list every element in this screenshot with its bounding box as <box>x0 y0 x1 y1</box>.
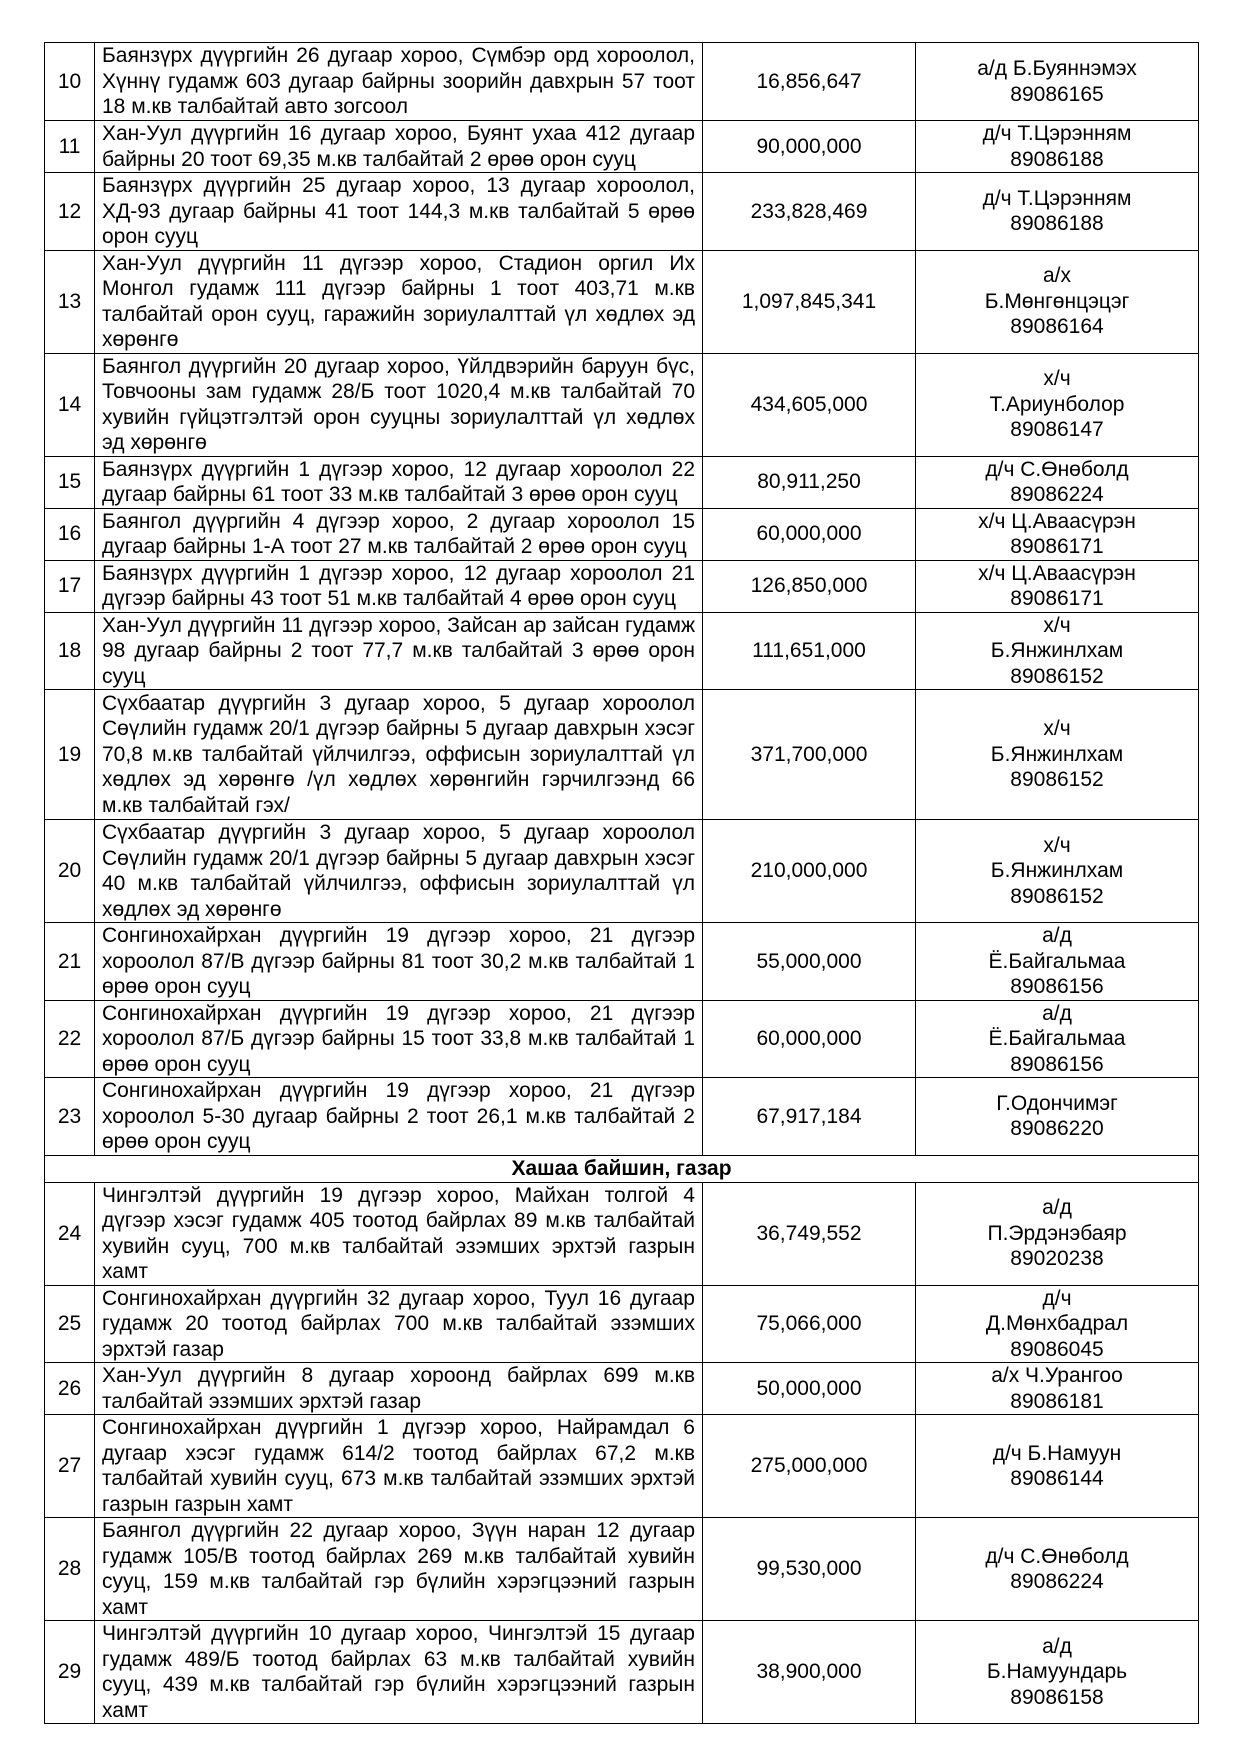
property-rows-land <box>45 1182 1199 1724</box>
contact-info: а/д Ё.Байгальмаа 89086156 <box>916 1000 1199 1078</box>
property-price: 233,828,469 <box>703 173 916 251</box>
contact-info: д/ч Т.Цэрэнням 89086188 <box>916 173 1199 251</box>
property-price: 38,900,000 <box>703 1621 916 1724</box>
property-price: 126,850,000 <box>703 560 916 612</box>
contact-info: а/д П.Эрдэнэбаяр 89020238 <box>916 1182 1199 1285</box>
property-price: 434,605,000 <box>703 353 916 456</box>
property-description: Сүхбаатар дүүргийн 3 дугаар хороо, 5 дугаар хороолол Сөүлийн гудамж 20/1 дүгээр байрны 5 дугаар давхрын хэсэг 70,8 м.кв талбайтай үйлчилгээ, оффисын зориулалттай үл хөдлөх эд хөрөнгө /үл хөдлөх хөрөнгийн гэрчилгээнд 66 м.кв талбайтай гэх/ <box>95 690 703 820</box>
row-number: 28 <box>45 1518 95 1621</box>
table-row <box>45 1000 1199 1078</box>
property-description: Хан-Уул дүүргийн 11 дүгээр хороо, Стадион оргил Их Монгол гудамж 111 дүгээр байрны 1 тоот 403,71 м.кв талбайтай орон сууц, гаражийн зориулалттай үл хөдлөх эд хөрөнгө <box>95 250 703 353</box>
property-description: Сонгинохайрхан дүүргийн 32 дугаар хороо, Туул 16 дугаар гудамж 20 тоотод байрлах 700 м.кв талбайтай эзэмших эрхтэй газар <box>95 1285 703 1363</box>
contact-info: а/х Б.Мөнгөнцэцэг 89086164 <box>916 250 1199 353</box>
property-price: 55,000,000 <box>703 923 916 1001</box>
row-number: 14 <box>45 353 95 456</box>
table-row <box>45 456 1199 508</box>
contact-info: а/д Б.Намуундарь 89086158 <box>916 1621 1199 1724</box>
table-row <box>45 690 1199 820</box>
table-row <box>45 1621 1199 1724</box>
contact-info: д/ч С.Өнөболд 89086224 <box>916 456 1199 508</box>
contact-info: х/ч Т.Ариунболор 89086147 <box>916 353 1199 456</box>
row-number: 29 <box>45 1621 95 1724</box>
property-description: Сонгинохайрхан дүүргийн 19 дүгээр хороо, 21 дүгээр хороолол 87/Б дүгээр байрны 15 тоот 33,8 м.кв талбайтай 1 өрөө орон сууц <box>95 1000 703 1078</box>
table-row <box>45 1182 1199 1285</box>
property-description: Чингэлтэй дүүргийн 19 дүгээр хороо, Майхан толгой 4 дүгээр хэсэг гудамж 405 тоотод байрлах 89 м.кв талбайтай хувийн сууц, 700 м.кв талбайтай эзэмших эрхтэй газрын хамт <box>95 1182 703 1285</box>
table-row <box>45 353 1199 456</box>
property-price: 90,000,000 <box>703 121 916 173</box>
property-price: 67,917,184 <box>703 1078 916 1156</box>
property-price: 50,000,000 <box>703 1363 916 1415</box>
contact-info: х/ч Б.Янжинлхам 89086152 <box>916 820 1199 923</box>
property-price: 210,000,000 <box>703 820 916 923</box>
property-description: Баянзүрх дүүргийн 25 дугаар хороо, 13 дугаар хороолол, ХД-93 дугаар байрны 41 тоот 144,3 м.кв талбайтай 5 өрөө орон сууц <box>95 173 703 251</box>
row-number: 10 <box>45 43 95 121</box>
contact-info: х/ч Б.Янжинлхам 89086152 <box>916 690 1199 820</box>
table-row <box>45 121 1199 173</box>
property-description: Баянгол дүүргийн 4 дүгээр хороо, 2 дугаар хороолол 15 дугаар байрны 1-А тоот 27 м.кв талбайтай 2 өрөө орон сууц <box>95 508 703 560</box>
table-row <box>45 1415 1199 1518</box>
property-description: Сонгинохайрхан дүүргийн 19 дүгээр хороо, 21 дүгээр хороолол 87/В дүгээр байрны 81 тоот 30,2 м.кв талбайтай 1 өрөө орон сууц <box>95 923 703 1001</box>
property-description: Баянгол дүүргийн 20 дугаар хороо, Үйлдвэрийн баруун бүс, Товчооны зам гудамж 28/Б тоот 1020,4 м.кв талбайтай 70 хувийн гүйцэтгэлтэй орон сууцны зориулалттай үл хөдлөх эд хөрөнгө <box>95 353 703 456</box>
contact-info: х/ч Ц.Аваасүрэн 89086171 <box>916 508 1199 560</box>
property-description: Баянзүрх дүүргийн 26 дугаар хороо, Сүмбэр орд хороолол, Хүннү гудамж 603 дугаар байрны зоорийн давхрын 57 тоот 18 м.кв талбайтай авто зогсоол <box>95 43 703 121</box>
property-price: 36,749,552 <box>703 1182 916 1285</box>
property-price: 16,856,647 <box>703 43 916 121</box>
property-description: Баянгол дүүргийн 22 дугаар хороо, Зүүн наран 12 дугаар гудамж 105/В тоотод байрлах 269 м.кв талбайтай хувийн сууц, 159 м.кв талбайтай гэр бүлийн хэрэгцээний газрын хамт <box>95 1518 703 1621</box>
contact-info: х/ч Б.Янжинлхам 89086152 <box>916 612 1199 690</box>
table-row <box>45 1363 1199 1415</box>
contact-info: д/ч Т.Цэрэнням 89086188 <box>916 121 1199 173</box>
contact-info: д/ч Д.Мөнхбадрал 89086045 <box>916 1285 1199 1363</box>
section-row <box>45 1155 1199 1182</box>
property-table <box>44 42 1199 1724</box>
property-price: 111,651,000 <box>703 612 916 690</box>
contact-info: а/д Ё.Байгальмаа 89086156 <box>916 923 1199 1001</box>
row-number: 16 <box>45 508 95 560</box>
contact-info: д/ч Б.Намуун 89086144 <box>916 1415 1199 1518</box>
property-rows-apartments <box>45 43 1199 1156</box>
property-price: 275,000,000 <box>703 1415 916 1518</box>
property-price: 60,000,000 <box>703 508 916 560</box>
property-price: 371,700,000 <box>703 690 916 820</box>
table-row <box>45 508 1199 560</box>
table-row <box>45 43 1199 121</box>
row-number: 21 <box>45 923 95 1001</box>
table-row <box>45 1078 1199 1156</box>
property-description: Хан-Уул дүүргийн 11 дүгээр хороо, Зайсан ар зайсан гудамж 98 дугаар байрны 2 тоот 77,7 м.кв талбайтай 3 өрөө орон сууц <box>95 612 703 690</box>
table-row <box>45 923 1199 1001</box>
property-description: Чингэлтэй дүүргийн 10 дугаар хороо, Чингэлтэй 15 дугаар гудамж 489/Б тоотод байрлах 63 м.кв талбайтай хувийн сууц, 439 м.кв талбайтай гэр бүлийн хэрэгцээний газрын хамт <box>95 1621 703 1724</box>
contact-info: х/ч Ц.Аваасүрэн 89086171 <box>916 560 1199 612</box>
property-price: 80,911,250 <box>703 456 916 508</box>
property-description: Хан-Уул дүүргийн 8 дугаар хороонд байрлах 699 м.кв талбайтай эзэмших эрхтэй газар <box>95 1363 703 1415</box>
section-title: Хашаа байшин, газар <box>45 1155 1199 1182</box>
property-description: Баянзүрх дүүргийн 1 дүгээр хороо, 12 дугаар хороолол 21 дүгээр байрны 43 тоот 51 м.кв талбайтай 4 өрөө орон сууц <box>95 560 703 612</box>
table-row <box>45 1518 1199 1621</box>
contact-info: а/х Ч.Урангоо 89086181 <box>916 1363 1199 1415</box>
contact-info: д/ч С.Өнөболд 89086224 <box>916 1518 1199 1621</box>
contact-info: Г.Одончимэг 89086220 <box>916 1078 1199 1156</box>
row-number: 25 <box>45 1285 95 1363</box>
document-page <box>44 42 1198 1724</box>
row-number: 26 <box>45 1363 95 1415</box>
table-row <box>45 612 1199 690</box>
property-price: 1,097,845,341 <box>703 250 916 353</box>
property-price: 60,000,000 <box>703 1000 916 1078</box>
table-row <box>45 820 1199 923</box>
property-description: Сүхбаатар дүүргийн 3 дугаар хороо, 5 дугаар хороолол Сөүлийн гудамж 20/1 дүгээр байрны 5 дугаар давхрын хэсэг 40 м.кв талбайтай үйлчилгээ, оффисын зориулалттай үл хөдлөх эд хөрөнгө <box>95 820 703 923</box>
property-description: Баянзүрх дүүргийн 1 дүгээр хороо, 12 дугаар хороолол 22 дугаар байрны 61 тоот 33 м.кв талбайтай 3 өрөө орон сууц <box>95 456 703 508</box>
property-description: Сонгинохайрхан дүүргийн 19 дүгээр хороо, 21 дүгээр хороолол 5-30 дугаар байрны 2 тоот 26,1 м.кв талбайтай 2 өрөө орон сууц <box>95 1078 703 1156</box>
table-row <box>45 1285 1199 1363</box>
row-number: 15 <box>45 456 95 508</box>
property-description: Сонгинохайрхан дүүргийн 1 дүгээр хороо, Найрамдал 6 дугаар хэсэг гудамж 614/2 тоотод байрлах 67,2 м.кв талбайтай хувийн сууц, 673 м.кв талбайтай эзэмших эрхтэй газрын газрын хамт <box>95 1415 703 1518</box>
property-price: 99,530,000 <box>703 1518 916 1621</box>
section-divider <box>45 1155 1199 1182</box>
table-row <box>45 560 1199 612</box>
row-number: 27 <box>45 1415 95 1518</box>
row-number: 19 <box>45 690 95 820</box>
row-number: 11 <box>45 121 95 173</box>
property-price: 75,066,000 <box>703 1285 916 1363</box>
row-number: 22 <box>45 1000 95 1078</box>
contact-info: а/д Б.Буяннэмэх 89086165 <box>916 43 1199 121</box>
row-number: 13 <box>45 250 95 353</box>
table-row <box>45 173 1199 251</box>
row-number: 20 <box>45 820 95 923</box>
row-number: 23 <box>45 1078 95 1156</box>
row-number: 18 <box>45 612 95 690</box>
row-number: 12 <box>45 173 95 251</box>
property-description: Хан-Уул дүүргийн 16 дугаар хороо, Буянт ухаа 412 дугаар байрны 20 тоот 69,35 м.кв талбайтай 2 өрөө орон сууц <box>95 121 703 173</box>
row-number: 17 <box>45 560 95 612</box>
row-number: 24 <box>45 1182 95 1285</box>
table-row <box>45 250 1199 353</box>
